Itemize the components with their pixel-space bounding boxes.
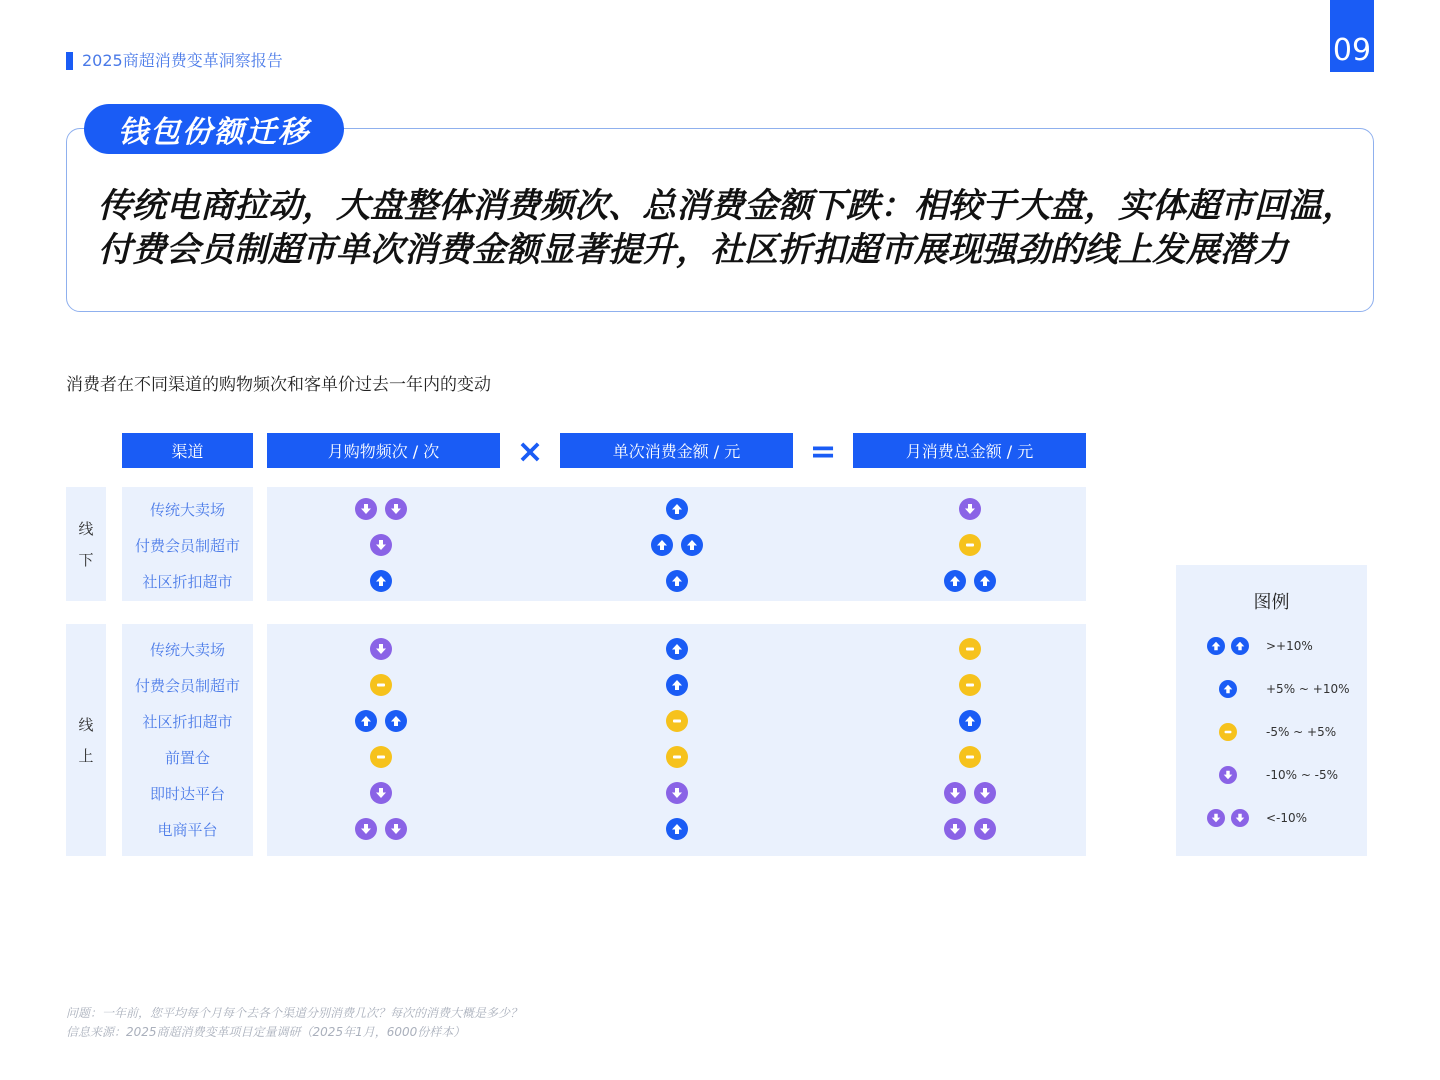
- flat-dash-icon: [959, 638, 981, 660]
- arrow-up-icon: [1219, 680, 1237, 698]
- arrow-down-icon: [355, 818, 377, 840]
- flat-dash-icon: [1219, 723, 1237, 741]
- arrow-up-icon: [944, 570, 966, 592]
- legend-title: 图例: [1253, 592, 1290, 613]
- legend-label: -10% ~ -5%: [1266, 768, 1339, 782]
- arrow-down-icon: [959, 498, 981, 520]
- legend-label: -5% ~ +5%: [1266, 725, 1337, 739]
- change-cell-per-spend: [560, 631, 793, 667]
- arrow-up-icon: [959, 710, 981, 732]
- legend-icon-group: [1196, 634, 1260, 658]
- footnote-question: 问题：一年前，您平均每个月每个去各个渠道分别消费几次？每次的消费大概是多少？: [66, 1006, 523, 1020]
- online-group-label: [66, 624, 106, 856]
- arrow-down-icon: [370, 638, 392, 660]
- arrow-up-icon: [681, 534, 703, 556]
- flat-dash-icon: [666, 746, 688, 768]
- legend-icon-group: [1196, 763, 1260, 787]
- change-cell-per-spend: [560, 491, 793, 527]
- arrow-up-icon: [1207, 637, 1225, 655]
- arrow-down-icon: [1231, 809, 1249, 827]
- header-frequency: 月购物频次 / 次: [267, 433, 500, 468]
- change-cell-frequency: [267, 775, 495, 811]
- change-cell-total: [853, 631, 1086, 667]
- arrow-down-icon: [944, 818, 966, 840]
- change-cell-frequency: [267, 811, 495, 847]
- arrow-down-icon: [974, 818, 996, 840]
- change-cell-per-spend: [560, 563, 793, 599]
- change-cell-per-spend: [560, 739, 793, 775]
- group-label-char: 下: [78, 551, 94, 569]
- headline: [98, 184, 1358, 272]
- change-cell-total: [853, 667, 1086, 703]
- change-cell-frequency: [267, 667, 495, 703]
- arrow-up-icon: [666, 498, 688, 520]
- legend-icon-group: [1196, 677, 1260, 701]
- arrow-down-icon: [385, 818, 407, 840]
- arrow-up-icon: [666, 570, 688, 592]
- change-cell-frequency: [267, 563, 495, 599]
- flat-dash-icon: [370, 746, 392, 768]
- arrow-up-icon: [370, 570, 392, 592]
- change-cell-total: [853, 527, 1086, 563]
- change-cell-total: [853, 811, 1086, 847]
- arrow-down-icon: [1219, 766, 1237, 784]
- legend-label: <-10%: [1266, 811, 1308, 825]
- arrow-down-icon: [385, 498, 407, 520]
- change-cell-per-spend: [560, 811, 793, 847]
- arrow-down-icon: [1207, 809, 1225, 827]
- header-accent-bar: [66, 52, 73, 70]
- channel-label: 电商平台: [157, 820, 218, 839]
- change-cell-frequency: [267, 703, 495, 739]
- flat-dash-icon: [959, 674, 981, 696]
- arrow-up-icon: [666, 674, 688, 696]
- arrow-down-icon: [370, 782, 392, 804]
- flat-dash-icon: [370, 674, 392, 696]
- change-cell-total: [853, 739, 1086, 775]
- header-channel: 渠道: [122, 433, 253, 468]
- section-pill: 钱包份额迁移: [84, 104, 344, 154]
- flat-dash-icon: [666, 710, 688, 732]
- header-per-spend: 单次消费金额 / 元: [560, 433, 793, 468]
- change-cell-frequency: [267, 631, 495, 667]
- group-label-char: 线: [78, 520, 94, 538]
- legend-icon-group: [1196, 806, 1260, 830]
- flat-dash-icon: [959, 534, 981, 556]
- arrow-up-icon: [974, 570, 996, 592]
- arrow-down-icon: [974, 782, 996, 804]
- change-cell-per-spend: [560, 527, 793, 563]
- channel-label: 传统大卖场: [149, 500, 225, 519]
- change-cell-per-spend: [560, 775, 793, 811]
- channel-label: 社区折扣超市: [142, 572, 233, 591]
- change-cell-total: [853, 491, 1086, 527]
- table-subtitle: 消费者在不同渠道的购物频次和客单价过去一年内的变动: [66, 375, 491, 395]
- offline-group-label: [66, 487, 106, 601]
- change-cell-frequency: [267, 491, 495, 527]
- page-number: 09: [1330, 0, 1374, 72]
- arrow-up-icon: [385, 710, 407, 732]
- report-title: 2025商超消费变革洞察报告: [82, 51, 283, 70]
- headline-line-1: 传统电商拉动，大盘整体消费频次、总消费金额下跌：相较于大盘，实体超市回温，: [98, 186, 1356, 226]
- arrow-up-icon: [1231, 637, 1249, 655]
- channel-label: 即时达平台: [149, 784, 225, 803]
- legend-label: +5% ~ +10%: [1266, 682, 1350, 696]
- header-total: 月消费总金额 / 元: [853, 433, 1086, 468]
- arrow-up-icon: [355, 710, 377, 732]
- multiply-operator: ×: [516, 431, 544, 470]
- legend-label: >+10%: [1266, 639, 1313, 653]
- channel-label: 传统大卖场: [149, 640, 225, 659]
- group-label-char: 线: [78, 716, 94, 734]
- channel-label: 前置仓: [164, 748, 210, 767]
- change-cell-frequency: [267, 527, 495, 563]
- arrow-up-icon: [666, 638, 688, 660]
- channel-label: 付费会员制超市: [134, 676, 240, 695]
- footnote-source: 信息来源：2025商超消费变革项目定量调研（2025年1月，6000份样本）: [66, 1025, 466, 1039]
- legend-icon-group: [1196, 720, 1260, 744]
- change-cell-per-spend: [560, 667, 793, 703]
- arrow-down-icon: [370, 534, 392, 556]
- headline-line-2: 付费会员制超市单次消费金额显著提升，社区折扣超市展现强劲的线上发展潜力: [98, 230, 1288, 270]
- flat-dash-icon: [959, 746, 981, 768]
- arrow-up-icon: [651, 534, 673, 556]
- group-label-char: 上: [78, 747, 94, 765]
- arrow-down-icon: [944, 782, 966, 804]
- channel-label: 付费会员制超市: [134, 536, 240, 555]
- change-cell-total: [853, 775, 1086, 811]
- channel-label: 社区折扣超市: [142, 712, 233, 731]
- change-cell-per-spend: [560, 703, 793, 739]
- arrow-down-icon: [666, 782, 688, 804]
- arrow-down-icon: [355, 498, 377, 520]
- change-cell-total: [853, 703, 1086, 739]
- equals-operator: =: [809, 431, 837, 470]
- change-cell-total: [853, 563, 1086, 599]
- arrow-up-icon: [666, 818, 688, 840]
- change-cell-frequency: [267, 739, 495, 775]
